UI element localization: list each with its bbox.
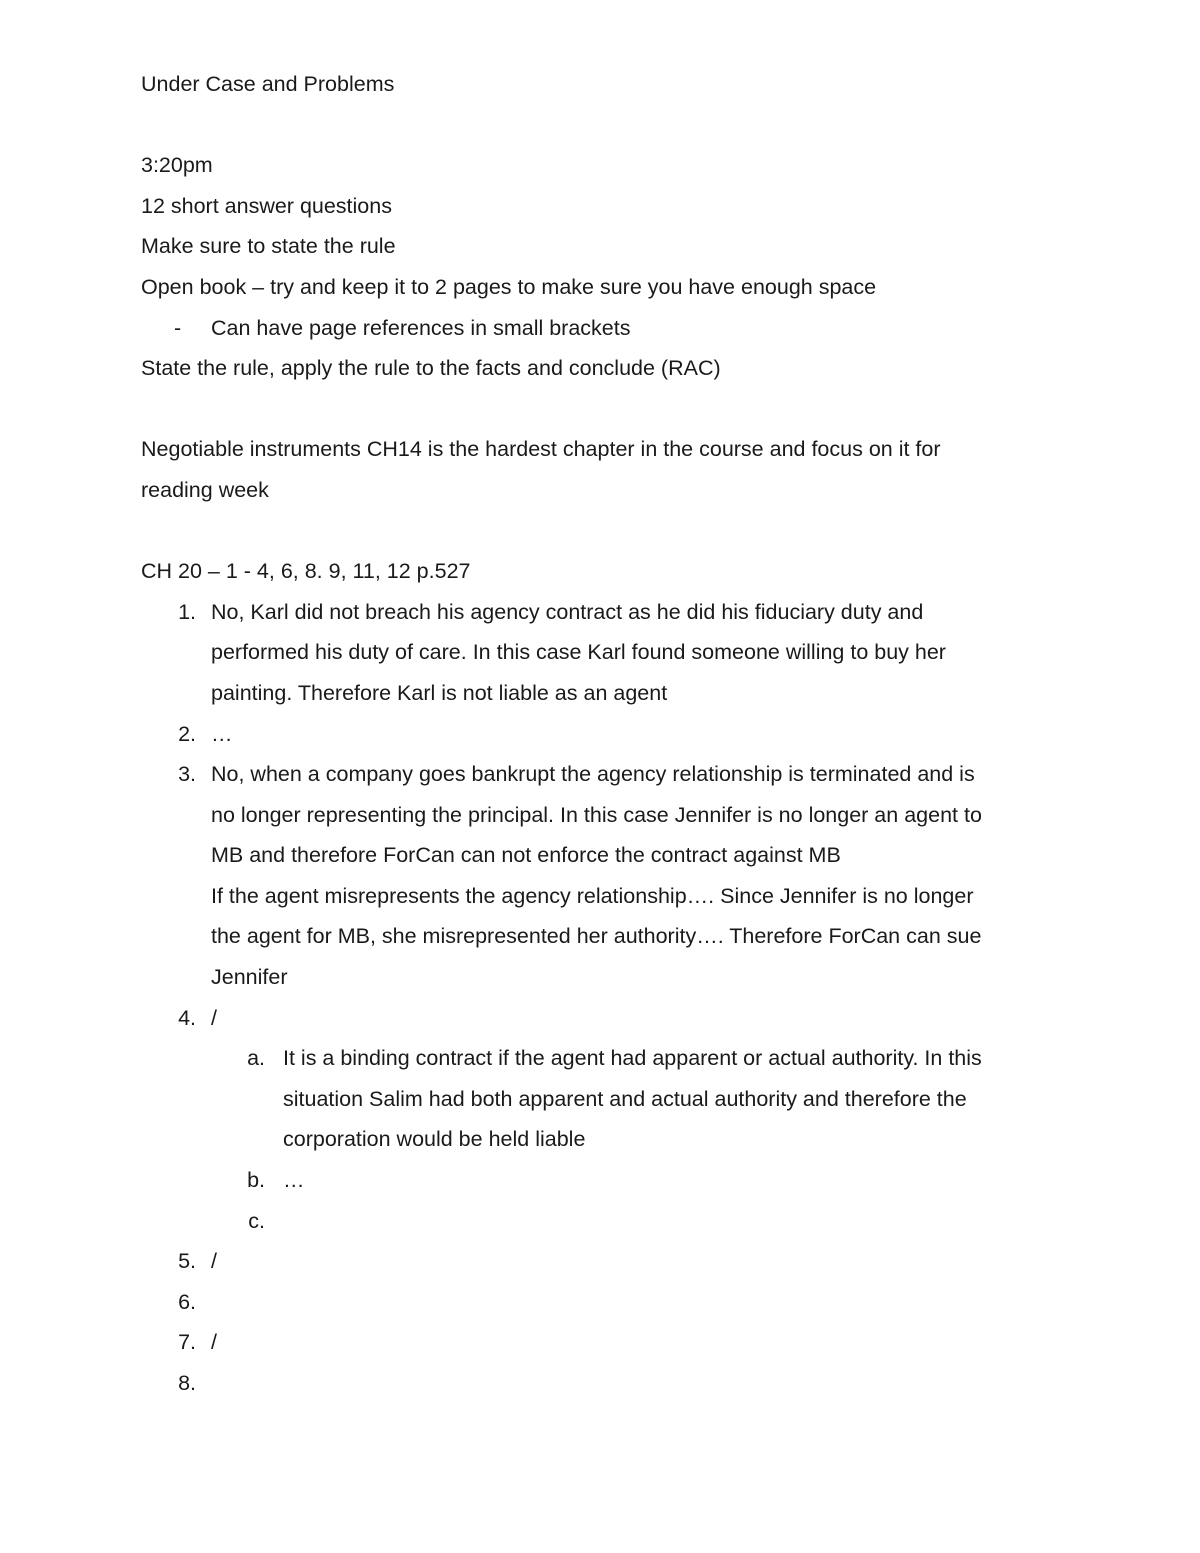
note-questions: 12 short answer questions	[141, 193, 392, 218]
answer-text	[211, 1282, 1071, 1323]
answer-line: MB and therefore ForCan can not enforce the contract against MB	[211, 843, 841, 868]
answer-line: painting. Therefore Karl is not liable as an agent	[211, 680, 668, 705]
sub-answer-item	[141, 1201, 1071, 1242]
answer-item	[141, 592, 1071, 714]
answer-number: 8.	[178, 1371, 196, 1395]
answer-item	[141, 1282, 1071, 1323]
answer-item	[141, 714, 1071, 755]
sub-answer-text	[283, 1201, 1071, 1242]
note-open-book: Open book – try and keep it to 2 pages to make sure you have enough space	[141, 274, 877, 299]
answer-line: /	[211, 1330, 217, 1355]
dash-bullet-marker: -	[174, 315, 182, 340]
note-time: 3:20pm	[141, 153, 213, 178]
sub-answer-letter: b.	[247, 1168, 265, 1193]
answer-line: No, Karl did not breach his agency contract as he did his fiduciary duty and	[211, 599, 924, 624]
answer-text	[211, 1241, 1071, 1282]
sub-answer-letter: c.	[248, 1208, 265, 1233]
sub-answer-item	[141, 1160, 1071, 1201]
answer-item	[141, 1363, 1071, 1404]
answer-line: …	[211, 721, 233, 746]
sub-answer-text	[283, 1038, 1071, 1160]
answer-text	[211, 714, 1071, 755]
note-page-refs: Can have page references in small brackets	[211, 315, 631, 340]
sub-answer-item	[141, 1038, 1071, 1160]
sub-answer-line: It is a binding contract if the agent had apparent or actual authority. In this	[283, 1046, 982, 1071]
answer-line: /	[211, 1005, 217, 1030]
sub-answer-line: corporation would be held liable	[283, 1127, 586, 1152]
answer-line: No, when a company goes bankrupt the agency relationship is terminated and is	[211, 762, 975, 787]
answer-line: /	[211, 1249, 217, 1274]
answer-number: 4.	[178, 1005, 196, 1030]
answer-number: 2.	[178, 721, 196, 746]
answer-item	[141, 1241, 1071, 1282]
answer-text	[211, 998, 1071, 1039]
answer-text	[211, 1322, 1071, 1363]
answer-number: 1.	[178, 599, 196, 624]
answer-item	[141, 754, 1071, 998]
answer-line: the agent for MB, she misrepresented her authority…. Therefore ForCan can sue	[211, 924, 982, 949]
note-rac: State the rule, apply the rule to the facts and conclude (RAC)	[141, 356, 721, 381]
answer-text	[211, 592, 1071, 714]
sub-answer-text	[283, 1160, 1071, 1201]
answer-item	[141, 998, 1071, 1039]
bullet-item	[141, 308, 1071, 349]
answer-number: 7.	[178, 1330, 196, 1355]
answer-line: performed his duty of care. In this case Karl found someone willing to buy her	[211, 640, 946, 665]
document-page	[141, 64, 1071, 1404]
negotiable-line-1: Negotiable instruments CH14 is the hardest chapter in the course and focus on it for	[141, 437, 941, 462]
document-title: Under Case and Problems	[141, 72, 395, 96]
note-rule-reminder: Make sure to state the rule	[141, 234, 396, 259]
answer-number: 5.	[178, 1249, 196, 1274]
blank-line	[141, 511, 1071, 552]
sub-answer-line: …	[283, 1168, 305, 1193]
answer-list	[141, 592, 1071, 1404]
blank-line	[141, 389, 1071, 430]
answer-line	[211, 1282, 1071, 1323]
blank-line	[141, 105, 1071, 146]
sub-answer-line	[283, 1201, 1071, 1242]
answer-line: no longer representing the principal. In this case Jennifer is no longer an agent to	[211, 802, 982, 827]
chapter-heading: CH 20 – 1 - 4, 6, 8. 9, 11, 12 p.527	[141, 559, 471, 584]
answer-line	[211, 1363, 1071, 1404]
answer-line: If the agent misrepresents the agency relationship…. Since Jennifer is no longer	[211, 883, 974, 908]
answer-text	[211, 1363, 1071, 1404]
answer-item	[141, 1322, 1071, 1363]
sub-answer-letter: a.	[247, 1046, 265, 1071]
answer-number: 3.	[178, 762, 196, 787]
sub-answer-line: situation Salim had both apparent and actual authority and therefore the	[283, 1086, 967, 1111]
answer-number: 6.	[178, 1289, 196, 1314]
answer-line: Jennifer	[211, 965, 288, 990]
negotiable-line-2: reading week	[141, 477, 269, 502]
answer-text	[211, 754, 1071, 998]
